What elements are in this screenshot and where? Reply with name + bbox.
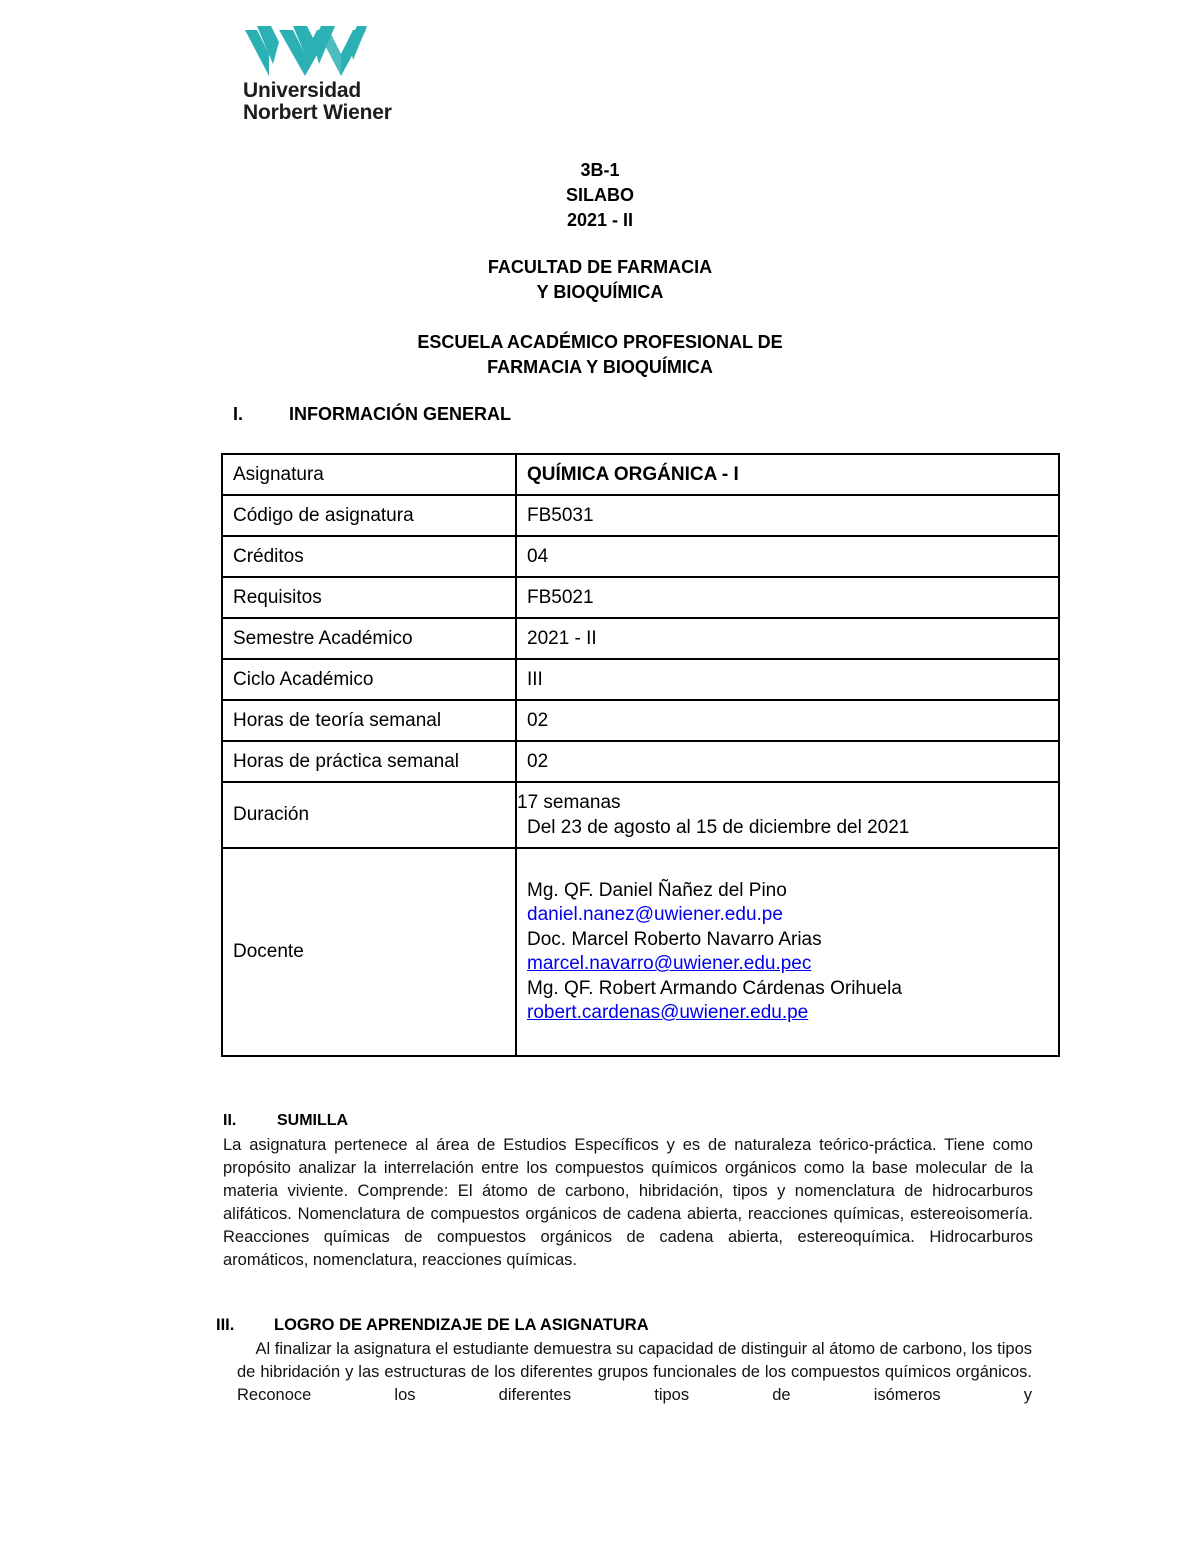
row-value: 02 [516,700,1059,741]
row-label: Horas de teoría semanal [222,700,516,741]
doc-type: SILABO [565,185,634,205]
sumilla-paragraph: La asignatura pertenece al área de Estudios Específicos y es de naturaleza teórico-práctica. Tiene como propósito analizar la interrelación entre los compuestos químicos orgánicos como la base molecular de la materia viviente. Comprende: El átomo de carbono, hibridación, tipos y nomenclatura de hidrocarburos alifáticos. Nomenclatura de compuestos orgánicos de cadena abierta, reacciones químicas, estereoisomería. Reacciones químicas de compuestos orgánicos de cadena abierta, estereoquímica. Hidrocarburos aromáticos, nomenclatura, reacciones químicas. [223,1136,1033,1269]
row-value: QUÍMICA ORGÁNICA - I [516,454,1059,495]
row-value: FB5021 [516,577,1059,618]
row-label: Créditos [222,536,516,577]
faculty-line-1: FACULTAD DE FARMACIA [487,257,713,277]
row-value: 2021 - II [516,618,1059,659]
row-value: III [516,659,1059,700]
doc-period: 2021 - II [566,210,634,230]
logo-text [243,80,423,124]
table-row [222,618,1059,659]
logo-line-1: Universidad [243,79,362,102]
row-label: Docente [222,848,516,1056]
teacher-name: Doc. Marcel Roberto Navarro Arias [527,928,822,950]
row-label: Requisitos [222,577,516,618]
school-line-1: ESCUELA ACADÉMICO PROFESIONAL DE [417,332,783,352]
section-1-heading [233,404,511,425]
row-label: Semestre Académico [222,618,516,659]
table-row [222,741,1059,782]
section-number: II. [223,1112,237,1129]
section-2-heading [223,1112,348,1130]
row-value: 02 [516,741,1059,782]
faculty-header [0,255,1200,305]
faculty-line-2: Y BIOQUÍMICA [536,282,664,302]
row-label: Código de asignatura [222,495,516,536]
duration-dates: Del 23 de agosto al 15 de diciembre del 2021 [527,817,910,838]
syllabus-header [0,158,1200,233]
table-row [222,659,1059,700]
university-logo [243,24,423,124]
row-label: Ciclo Académico [222,659,516,700]
learning-outcome-text: Al finalizar la asignatura el estudiante demuestra su capacidad de distinguir al átomo de carbono, los tipos de hibridación y las estructuras de los diferentes grupos funcionales de los compuestos químicos orgánicos. Reconoce los diferentes tipos de isómeros y [237,1340,1032,1404]
row-label: Duración [222,782,516,848]
section-title: LOGRO DE APRENDIZAJE DE LA ASIGNATURA [274,1316,649,1334]
book-pages-icon [243,24,368,76]
section-3-heading [216,1316,649,1335]
section-title: SUMILLA [277,1112,349,1129]
logo-line-2: Norbert Wiener [243,101,392,124]
duration-row [222,782,1059,848]
table-row [222,495,1059,536]
teacher-email-link[interactable]: daniel.nanez@uwiener.edu.pe [527,904,783,925]
teacher-row [222,848,1059,1056]
section-title: INFORMACIÓN GENERAL [289,404,511,424]
doc-code: 3B-1 [580,160,620,180]
table-row [222,700,1059,741]
teacher-name: Mg. QF. Daniel Ñañez del Pino [527,879,787,901]
row-value: 04 [516,536,1059,577]
row-label: Asignatura [222,454,516,495]
school-header [0,330,1200,380]
row-value: FB5031 [516,495,1059,536]
row-label: Horas de práctica semanal [222,741,516,782]
general-info-table [221,453,1060,1057]
table-row [222,536,1059,577]
section-number: I. [233,404,244,424]
teacher-name: Mg. QF. Robert Armando Cárdenas Orihuela [527,977,902,999]
section-number: III. [216,1316,235,1334]
teacher-email-link[interactable]: marcel.navarro@uwiener.edu.pec [527,953,812,974]
table-row [222,454,1059,495]
school-line-2: FARMACIA Y BIOQUÍMICA [487,357,713,377]
table-row [222,577,1059,618]
learning-outcome-paragraph [237,1338,1032,1407]
duration-weeks: 17 semanas [517,792,621,813]
duration-value [516,782,1059,848]
teacher-email-link[interactable]: robert.cardenas@uwiener.edu.pe [527,1002,809,1023]
teacher-list [516,848,1059,1056]
